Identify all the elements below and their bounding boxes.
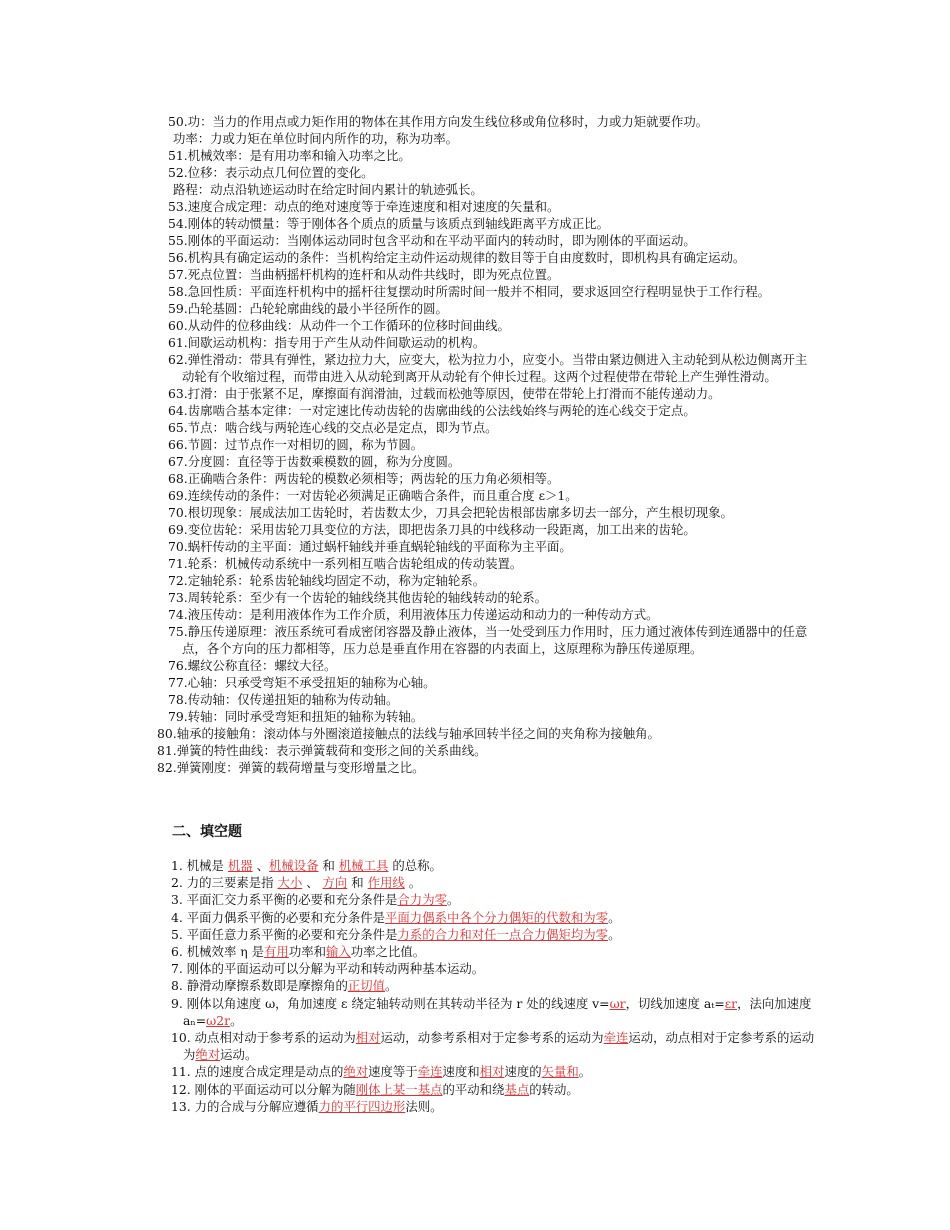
definition-item <box>168 351 816 385</box>
definition-item <box>168 300 816 317</box>
definition-text: 连续传动的条件：一对齿轮必须满足正确啮合条件，而且重合度 ε＞1。 <box>187 488 578 503</box>
definition-text: 位移：表示动点几何位置的变化。 <box>187 165 374 180</box>
question-text: 刚体的平面运动可以分解为随 <box>194 1081 356 1097</box>
definition-number: 67. <box>168 454 188 469</box>
definition-item <box>168 215 816 232</box>
fill-blank-item <box>171 874 819 891</box>
definition-text: 传动轴：仅传递扭矩的轴称为传动轴。 <box>187 692 399 707</box>
answer-text: 牵连 <box>417 1064 443 1080</box>
definition-text: 节圆：过节点作一对相切的圆，称为节圆。 <box>187 437 424 452</box>
question-text: 功率和 <box>288 944 326 960</box>
answer-text: εr <box>724 995 738 1011</box>
definition-item <box>168 266 816 283</box>
definition-item <box>168 606 816 623</box>
definition-number: 52. <box>168 165 188 180</box>
answer-text: 输入 <box>326 944 351 960</box>
question-text: 点的速度合成定理是动点的 <box>194 1064 344 1080</box>
definition-number: 51. <box>168 148 188 163</box>
definition-item <box>168 419 816 436</box>
fill-blank-item <box>171 1063 819 1080</box>
question-text: ，法向加速度 aₙ= <box>183 995 812 1028</box>
definition-number: 58. <box>168 284 188 299</box>
definition-text: 死点位置：当曲柄摇杆机构的连杆和从动件共线时，即为死点位置。 <box>187 267 560 282</box>
answer-text: 作用线 <box>367 875 405 891</box>
definition-text: 刚体的转动惯量：等于刚体各个质点的质量与该质点到轴线距离平方成正比。 <box>187 216 609 231</box>
definition-item <box>168 385 816 402</box>
definition-number: 56. <box>168 250 188 265</box>
question-text: 和 <box>347 875 368 891</box>
definition-number: 81. <box>157 743 177 758</box>
definition-number: 50. <box>168 114 188 129</box>
question-number: 12. <box>171 1081 191 1097</box>
question-text: 速度和 <box>442 1064 480 1080</box>
question-number: 13. <box>171 1098 191 1114</box>
definition-item <box>168 283 816 300</box>
definition-text: 凸轮基圆：凸轮轮廓曲线的最小半径所作的圆。 <box>187 301 448 316</box>
answer-text: 力系的合力和对任一点合力偶矩均为零 <box>397 926 609 942</box>
definition-item <box>168 147 816 164</box>
answer-text: 机器 <box>227 858 253 873</box>
answer-text: 力的平行四边形 <box>318 1098 406 1114</box>
definition-text: 正确啮合条件：两齿轮的模数必须相等；两齿轮的压力角必须相等。 <box>187 471 560 486</box>
definition-number: 55. <box>168 233 188 248</box>
definition-item <box>168 436 816 453</box>
definition-item <box>168 674 816 691</box>
definition-item <box>168 130 816 147</box>
definition-text: 打滑：由于张紧不足，摩擦面有润滑油，过载而松弛等原因，使带在带轮上打滑而不能传递动力。 <box>187 386 721 401</box>
question-text: 、 <box>302 875 323 891</box>
definition-text: 节点：啮合线与两轮连心线的交点必是定点，即为节点。 <box>187 420 498 435</box>
definition-item <box>168 691 816 708</box>
definition-number: 71. <box>168 556 188 571</box>
question-text: 机械效率 η 是 <box>186 944 265 960</box>
definition-item <box>157 725 816 742</box>
question-number: 8. <box>171 978 183 994</box>
definition-text: 变位齿轮：采用齿轮刀具变位的方法，即把齿条刀具的中线移动一段距离，加工出来的齿轮。 <box>187 522 696 537</box>
question-text: 机械是 <box>186 858 228 873</box>
definition-item <box>168 657 816 674</box>
definition-item <box>168 555 816 572</box>
definition-text: 刚体的平面运动：当刚体运动同时包含平动和在平动平面内的转动时，即为刚体的平面运动。 <box>187 233 696 248</box>
definition-item <box>168 453 816 470</box>
definition-number: 68. <box>168 471 188 486</box>
question-text: 。 <box>446 892 460 908</box>
question-text: 静滑动摩擦系数即是摩擦角的 <box>186 978 348 994</box>
definition-text: 功：当力的作用点或力矩作用的物体在其作用方向发生线位移或角位移时，力或力矩就要作功。 <box>187 114 709 129</box>
definition-number: 53. <box>168 199 188 214</box>
question-text: 的平动和绕 <box>442 1081 505 1097</box>
definition-item <box>157 742 816 759</box>
definition-text: 液压传动：是利用液体作为工作介质，利用液体压力传递运动和动力的一种传动方式。 <box>187 607 659 622</box>
definition-number: 75. <box>168 624 188 639</box>
answer-text: ωr <box>609 995 626 1011</box>
definition-text: 急回性质：平面连杆机构中的摇杆往复摆动时所需时间一般并不相同，要求返回空行程明显快于工作行程。 <box>187 284 771 299</box>
answer-text: 平面力偶系中各个分力偶矩的代数和为零 <box>385 909 609 925</box>
definition-number: 54. <box>168 216 188 231</box>
question-text: 力的三要素是指 <box>186 875 278 891</box>
definition-number: 73. <box>168 590 188 605</box>
answer-text: ω2r <box>206 1012 231 1028</box>
definition-number: 60. <box>168 318 188 333</box>
question-text: 功率之比值。 <box>350 944 426 960</box>
definition-number: 65. <box>168 420 188 435</box>
definition-number: 69. <box>168 488 188 503</box>
question-text: 的转动。 <box>529 1081 579 1097</box>
definition-text: 螺纹公称直径：螺纹大径。 <box>187 658 337 673</box>
definition-text: 分度圆：直径等于齿数乘模数的圆，称为分度圆。 <box>187 454 461 469</box>
definition-text: 周转轮系：至少有一个齿轮的轴线绕其他齿轮的轴线转动的轮系。 <box>187 590 548 605</box>
answer-text: 方向 <box>322 875 348 891</box>
fill-blank-list <box>171 857 819 1115</box>
definition-text: 机械效率：是有用功率和输入功率之比。 <box>187 148 411 163</box>
definition-text: 转轴：同时承受弯矩和扭矩的轴称为转轴。 <box>187 709 424 724</box>
definition-text: 蜗杆传动的主平面：通过蜗杆轴线并垂直蜗轮轴线的平面称为主平面。 <box>187 539 572 554</box>
definition-text: 功率：力或力矩在单位时间内所作的功，称为功率。 <box>173 131 458 146</box>
question-text: 。 <box>608 926 621 942</box>
question-text: 。 <box>608 909 621 925</box>
question-number: 4. <box>171 909 183 925</box>
definition-item <box>168 232 816 249</box>
fill-blank-item <box>171 960 819 977</box>
fill-blank-item <box>171 926 819 943</box>
answer-text: 刚体上某一基点 <box>355 1081 443 1097</box>
question-number: 2. <box>171 875 183 891</box>
definitions-list <box>157 113 816 776</box>
answer-text: 牵连 <box>603 1030 629 1046</box>
definition-text: 根切现象：展成法加工齿轮时，若齿数太少，刀具会把轮齿根部齿廓多切去一部分，产生根切现象。 <box>187 505 733 520</box>
answer-text: 绝对 <box>195 1047 221 1063</box>
definition-number: 78. <box>168 692 188 707</box>
answer-text: 相对 <box>355 1030 381 1046</box>
fill-blank-item <box>171 909 819 926</box>
answer-text: 合力为零 <box>397 892 447 908</box>
question-number: 10. <box>171 1030 191 1046</box>
answer-text: 有用 <box>264 944 289 960</box>
definition-number: 69. <box>168 522 188 537</box>
answer-text: 机械设备 <box>269 858 319 873</box>
answer-text: 矢量和 <box>541 1064 579 1080</box>
definition-number: 76. <box>168 658 188 673</box>
definition-number: 57. <box>168 267 188 282</box>
definition-number: 70. <box>168 505 188 520</box>
question-number: 3. <box>171 892 183 908</box>
fill-blank-item <box>171 977 819 994</box>
question-text: 刚体以角速度 ω，角加速度 ε 绕定轴转动则在其转动半径为 r 处的线速度 v= <box>186 995 610 1011</box>
definition-number: 80. <box>157 726 177 741</box>
definition-number: 63. <box>168 386 188 401</box>
definition-item <box>168 572 816 589</box>
definition-number: 74. <box>168 607 188 622</box>
definition-text: 弹性滑动：带具有弹性，紧边拉力大，应变大，松为拉力小，应变小。当带由紧边侧进入主动轮到从松边侧离开主动轮有个收缩过程，而带由进入从动轮到离开从动轮有个伸长过程。这两个过程使带在带轮上产生弹性滑动。 <box>182 352 808 384</box>
question-text: 平面汇交力系平衡的必要和充分条件是 <box>186 892 398 908</box>
fill-blank-item <box>171 1029 819 1063</box>
fill-blank-item <box>171 1098 819 1115</box>
definition-item <box>168 402 816 419</box>
definition-item <box>157 759 816 776</box>
question-text: 速度的 <box>504 1064 542 1080</box>
question-text: 、 <box>252 858 270 873</box>
definition-text: 心轴：只承受弯矩不承受扭矩的轴称为心轴。 <box>187 675 436 690</box>
question-text: ，切线加速度 aₜ= <box>625 995 725 1011</box>
definition-item <box>168 164 816 181</box>
answer-text: 基点 <box>504 1081 530 1097</box>
definition-item <box>168 623 816 657</box>
definition-text: 路程：动点沿轨迹运动时在给定时间内累计的轨迹弧长。 <box>173 182 483 197</box>
question-text: 和 <box>318 858 339 873</box>
definition-item <box>168 317 816 334</box>
section-heading: 二、填空题 <box>172 824 242 840</box>
question-text: 。 <box>230 1012 243 1028</box>
definition-text: 轮系：机械传动系统中一系列相互啮合齿轮组成的传动装置。 <box>187 556 523 571</box>
definition-text: 轴承的接触角：滚动体与外圈滚道接触点的法线与轴承回转半径之间的夹角称为接触角。 <box>176 726 660 741</box>
definition-number: 59. <box>168 301 188 316</box>
definition-item <box>168 589 816 606</box>
question-text: 。 <box>385 978 398 994</box>
question-text: 动点相对动于参考系的运动为 <box>194 1030 356 1046</box>
definition-number: 77. <box>168 675 188 690</box>
definition-text: 从动件的位移曲线：从动件一个工作循环的位移时间曲线。 <box>187 318 510 333</box>
question-text: 的总称。 <box>388 858 442 873</box>
question-text: 速度等于 <box>368 1064 418 1080</box>
definition-item <box>168 181 816 198</box>
question-text: 运动，动点相对于定参考系的运动为 <box>183 1030 815 1063</box>
definition-item <box>168 708 816 725</box>
definition-number: 61. <box>168 335 188 350</box>
definition-item <box>168 487 816 504</box>
definition-number: 79. <box>168 709 188 724</box>
answer-text: 大小 <box>277 875 303 891</box>
answer-text: 正切值 <box>347 978 386 994</box>
question-text: 法则。 <box>405 1098 443 1114</box>
definition-number: 70. <box>168 539 188 554</box>
definition-number: 64. <box>168 403 188 418</box>
definition-text: 定轴轮系：轮系齿轮轴线均固定不动，称为定轴轮系。 <box>187 573 486 588</box>
definition-item <box>168 198 816 215</box>
answer-text: 相对 <box>479 1064 505 1080</box>
fill-blank-item <box>171 857 819 874</box>
definition-item <box>168 538 816 555</box>
definition-item <box>168 334 816 351</box>
fill-blank-item <box>171 891 819 908</box>
definition-number: 72. <box>168 573 188 588</box>
definition-text: 机构具有确定运动的条件：当机构给定主动件运动规律的数目等于自由度数时，即机构具有确定运动。 <box>187 250 746 265</box>
definition-text: 间歇运动机构：指专用于产生从动件间歇运动的机构。 <box>187 335 486 350</box>
question-number: 7. <box>171 961 183 977</box>
answer-text: 机械工具 <box>338 858 389 873</box>
definition-text: 静压传递原理：液压系统可看成密闭容器及静止液体，当一处受到压力作用时，压力通过液体传到连通器中的任意点，各个方向的压力都相等，压力总是垂直作用在容器的内表面上，这原理称为静压传递原理。 <box>182 624 808 656</box>
definition-number: 82. <box>157 760 177 775</box>
question-number: 9. <box>171 995 183 1011</box>
question-text: 平面任意力系平衡的必要和充分条件是 <box>186 926 398 942</box>
definition-item <box>168 521 816 538</box>
definition-text: 齿廓啮合基本定律：一对定速比传动齿轮的齿廓曲线的公法线始终与两轮的连心线交于定点。 <box>187 403 696 418</box>
fill-blank-item <box>171 1081 819 1098</box>
definition-item <box>168 470 816 487</box>
definition-number: 66. <box>168 437 188 452</box>
question-text: 。 <box>578 1064 592 1080</box>
definition-text: 弹簧刚度：弹簧的载荷增量与变形增量之比。 <box>176 760 425 775</box>
definition-item <box>168 249 816 266</box>
question-text: 平面力偶系平衡的必要和充分条件是 <box>186 909 386 925</box>
question-number: 1. <box>171 858 183 873</box>
question-text: 运动。 <box>220 1047 258 1063</box>
fill-blank-item <box>171 995 819 1029</box>
question-number: 5. <box>171 926 183 942</box>
question-number: 6. <box>171 944 183 960</box>
definition-number: 62. <box>168 352 188 367</box>
question-number: 11. <box>171 1064 191 1080</box>
definition-item <box>168 504 816 521</box>
answer-text: 绝对 <box>343 1064 369 1080</box>
definition-text: 弹簧的特性曲线：表示弹簧载荷和变形之间的关系曲线。 <box>176 743 487 758</box>
fill-blank-item <box>171 943 819 960</box>
question-text: 运动，动参考系相对于定参考系的运动为 <box>380 1030 604 1046</box>
question-text: 力的合成与分解应遵循 <box>194 1098 319 1114</box>
definition-item <box>168 113 816 130</box>
question-text: 刚体的平面运动可以分解为平动和转动两种基本运动。 <box>186 961 485 977</box>
question-text: 。 <box>404 875 422 891</box>
definition-text: 速度合成定理：动点的绝对速度等于牵连速度和相对速度的矢量和。 <box>187 199 560 214</box>
